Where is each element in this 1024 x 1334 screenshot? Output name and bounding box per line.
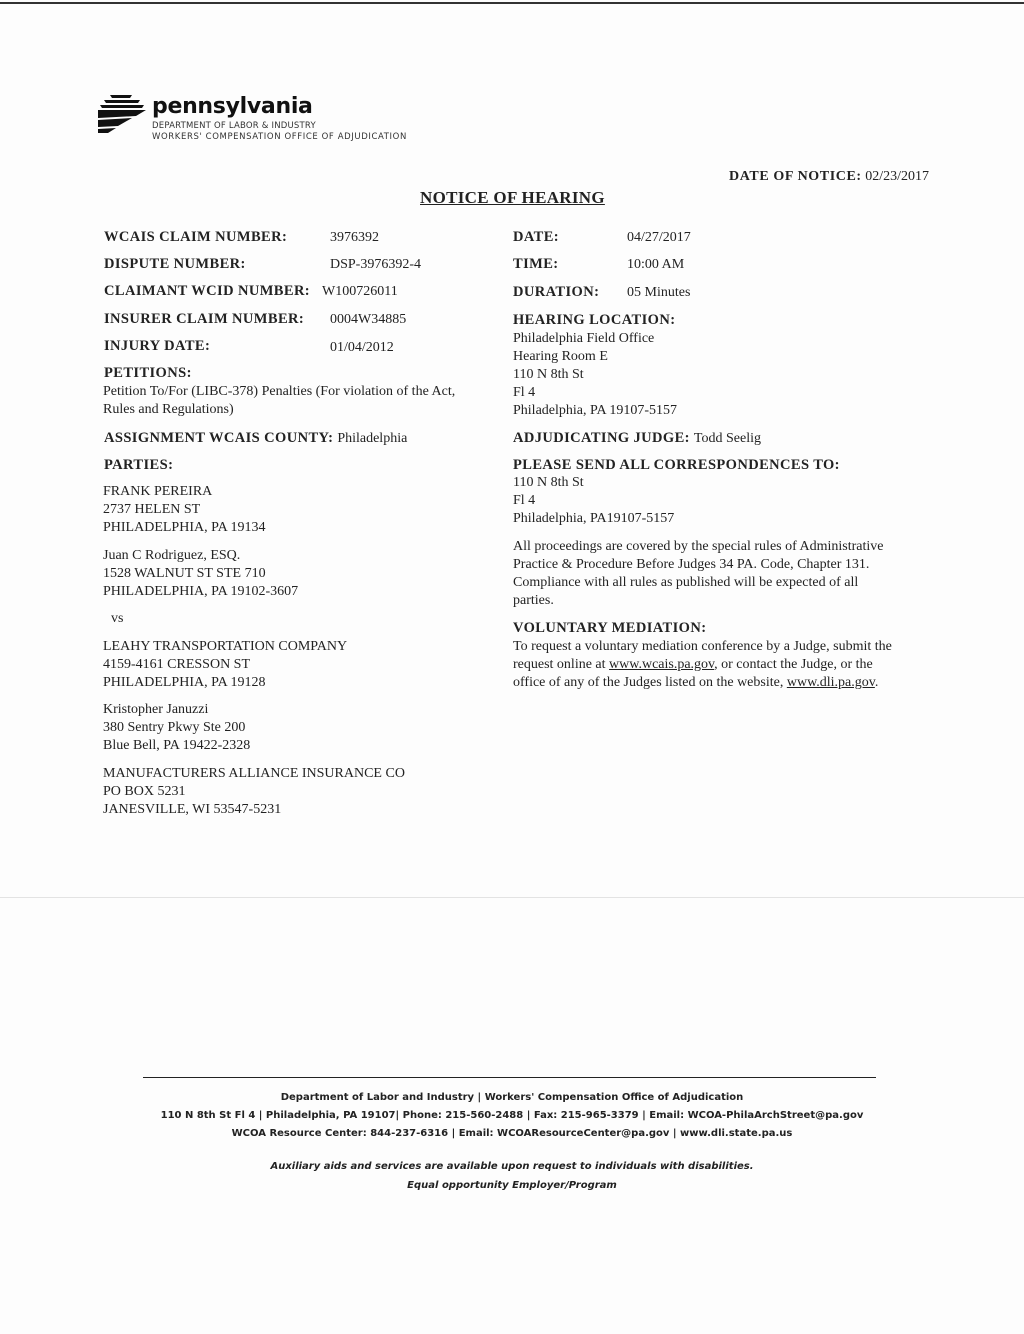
- correspondence-label: PLEASE SEND ALL CORRESPONDENCES TO:: [513, 457, 840, 473]
- date-of-notice: [729, 169, 929, 185]
- mediation-line-3-start: office of any of the Judges listed on the website,: [513, 675, 787, 690]
- footer-contact: [0, 1110, 1024, 1121]
- page-title: NOTICE OF HEARING: [420, 188, 605, 207]
- location-line-2: Hearing Room E: [513, 349, 608, 364]
- insurer-city: JANESVILLE, WI 53547-5231: [103, 802, 282, 817]
- assignment-county-label: ASSIGNMENT WCAIS COUNTY:: [104, 430, 334, 446]
- hearing-date-label: DATE:: [513, 229, 560, 245]
- dispute-number-label: DISPUTE NUMBER:: [104, 256, 246, 272]
- footer-divider: [143, 1077, 876, 1078]
- hearing-time-value: 10:00 AM: [627, 257, 685, 272]
- claimant-name: FRANK PEREIRA: [103, 484, 213, 499]
- adjudicating-judge-value: Todd Seelig: [693, 431, 761, 446]
- top-border-line: [0, 2, 1024, 4]
- footer-resource-center: [0, 1128, 1024, 1139]
- hearing-location-label: HEARING LOCATION:: [513, 312, 676, 328]
- versus-text: vs: [111, 611, 124, 626]
- claimant-wcid-value: W100726011: [322, 284, 398, 299]
- hearing-time-label: TIME:: [513, 256, 559, 272]
- mediation-line-2: [513, 656, 873, 674]
- footer-department: [0, 1092, 1024, 1103]
- dispute-number-value: DSP-3976392-4: [330, 257, 422, 272]
- location-line-5: Philadelphia, PA 19107-5157: [513, 403, 677, 418]
- footer-contact-text: 110 N 8th St Fl 4 | Philadelphia, PA 19107| Phone: 215-560-2488 | Fax: 215-965-3379 | Email: WCOA-PhilaArchStreet@pa.gov: [160, 1110, 864, 1121]
- mediation-line-3-end: .: [874, 675, 879, 690]
- petitions-label: PETITIONS:: [104, 365, 192, 381]
- mediation-line-1: To request a voluntary mediation conference by a Judge, submit the: [513, 639, 892, 654]
- duration-label: DURATION:: [513, 284, 600, 300]
- employer-attorney-street: 380 Sentry Pkwy Ste 200: [103, 720, 246, 735]
- injury-date-value: 01/04/2012: [330, 340, 394, 355]
- paper-fold-line: [0, 897, 1024, 898]
- correspondence-line-1: 110 N 8th St: [513, 475, 584, 490]
- employer-city: PHILADELPHIA, PA 19128: [103, 675, 266, 690]
- correspondence-line-2: Fl 4: [513, 493, 536, 508]
- footer-resource-center-text: WCOA Resource Center: 844-237-6316 | Email: WCOAResourceCenter@pa.gov | www.dli.state.pa.us: [231, 1128, 793, 1139]
- wcais-claim-value: 3976392: [330, 230, 379, 245]
- brand-wordmark: pennsylvania: [152, 94, 313, 119]
- insurer-street: PO BOX 5231: [103, 784, 186, 799]
- insurer-name: MANUFACTURERS ALLIANCE INSURANCE CO: [103, 766, 405, 781]
- mediation-line-2-end: , or contact the Judge, or the: [714, 657, 873, 672]
- correspondence-line-3: Philadelphia, PA19107-5157: [513, 511, 675, 526]
- location-line-1: Philadelphia Field Office: [513, 331, 655, 346]
- footer-department-text: Department of Labor and Industry | Workers' Compensation Office of Adjudication: [280, 1092, 744, 1103]
- petitions-line-1: Petition To/For (LIBC-378) Penalties (For violation of the Act,: [103, 384, 456, 399]
- claimant-wcid-label: CLAIMANT WCID NUMBER:: [104, 283, 311, 299]
- assignment-county-value: Philadelphia: [337, 431, 408, 446]
- date-of-notice-value: 02/23/2017: [865, 169, 929, 184]
- wcais-claim-label: WCAIS CLAIM NUMBER:: [104, 229, 288, 245]
- claimant-street: 2737 HELEN ST: [103, 502, 201, 517]
- hearing-date-value: 04/27/2017: [627, 230, 691, 245]
- rules-line-3: Compliance with all rules as published will be expected of all: [513, 575, 859, 590]
- mediation-line-3: [513, 674, 878, 692]
- claimant-city: PHILADELPHIA, PA 19134: [103, 520, 266, 535]
- claimant-attorney-city: PHILADELPHIA, PA 19102-3607: [103, 584, 299, 599]
- adjudicating-judge: [513, 429, 761, 447]
- rules-line-2: Practice & Procedure Before Judges 34 PA. Code, Chapter 131.: [513, 557, 870, 572]
- insurer-claim-value: 0004W34885: [330, 312, 407, 327]
- footer-equal-opportunity: [0, 1180, 1024, 1191]
- footer-accessibility-text: Auxiliary aids and services are available upon request to individuals with disabilities.: [270, 1161, 754, 1172]
- rules-line-1: All proceedings are covered by the special rules of Administrative: [513, 539, 884, 554]
- insurer-claim-label: INSURER CLAIM NUMBER:: [104, 311, 305, 327]
- rules-line-4: parties.: [513, 593, 554, 608]
- location-line-3: 110 N 8th St: [513, 367, 584, 382]
- footer-accessibility: [0, 1161, 1024, 1172]
- petitions-line-2: Rules and Regulations): [103, 402, 234, 417]
- injury-date-label: INJURY DATE:: [104, 338, 211, 354]
- duration-value: 05 Minutes: [627, 285, 691, 300]
- date-of-notice-label: DATE OF NOTICE:: [729, 169, 862, 184]
- wcais-link[interactable]: www.wcais.pa.gov: [609, 657, 715, 672]
- employer-attorney-name: Kristopher Januzzi: [103, 702, 209, 717]
- employer-attorney-city: Blue Bell, PA 19422-2328: [103, 738, 251, 753]
- department-name: DEPARTMENT OF LABOR & INDUSTRY: [152, 121, 316, 131]
- claimant-attorney-name: Juan C Rodriguez, ESQ.: [103, 548, 241, 563]
- office-name: WORKERS' COMPENSATION OFFICE OF ADJUDICATION: [152, 132, 407, 142]
- assignment-county: [104, 429, 407, 447]
- keystone-logo-icon: [96, 94, 146, 134]
- adjudicating-judge-label: ADJUDICATING JUDGE:: [513, 430, 690, 446]
- mediation-line-2-start: request online at: [513, 657, 610, 672]
- parties-label: PARTIES:: [104, 457, 174, 473]
- employer-name: LEAHY TRANSPORTATION COMPANY: [103, 639, 348, 654]
- voluntary-mediation-label: VOLUNTARY MEDIATION:: [513, 620, 707, 636]
- claimant-attorney-street: 1528 WALNUT ST STE 710: [103, 566, 266, 581]
- location-line-4: Fl 4: [513, 385, 536, 400]
- employer-street: 4159-4161 CRESSON ST: [103, 657, 251, 672]
- dli-link[interactable]: www.dli.pa.gov: [786, 675, 875, 690]
- footer-equal-opportunity-text: Equal opportunity Employer/Program: [407, 1180, 617, 1191]
